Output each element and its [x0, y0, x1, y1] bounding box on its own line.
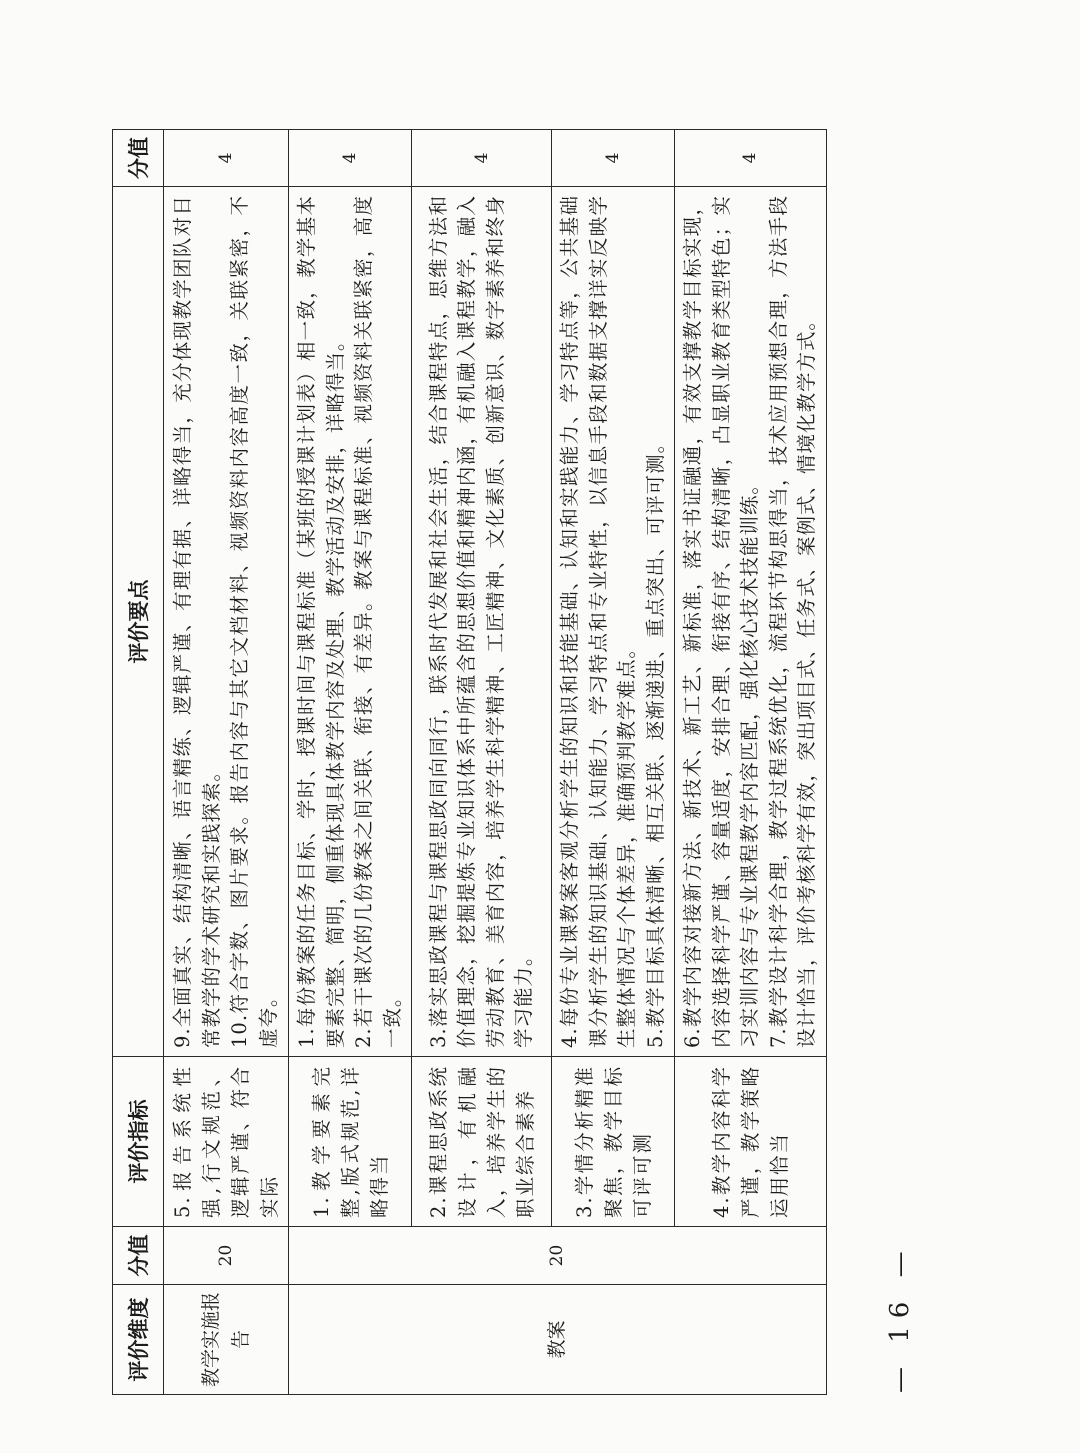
point-item: 10.符合字数、图片要求。报告内容与其它文档材料、视频资料内容高度一致，关联紧密，不虚夸。: [228, 195, 280, 1048]
point-item: 6.教学内容对接新方法、新技术、新工艺、新标准，落实书证融通，有效支撑教学目标实现，内容选择科学严谨、容量适度，安排合理、衔接有序、结构清晰，凸显职业教育类型特色；实习实训内容与专业课程教学内容匹配，强化核心技术技能训练。: [681, 195, 761, 1048]
point-item: 5.教学目标具体清晰、相互关联、逐渐递进、重点突出、可评可测。: [643, 432, 667, 1048]
dimension-cell: 教案: [289, 1285, 827, 1395]
header-points: 评价要点: [113, 187, 164, 1057]
table-row: [675, 130, 827, 1395]
points-cell: [675, 187, 827, 1057]
value-cell: 4: [412, 130, 552, 187]
value-cell: 4: [164, 130, 289, 187]
header-dimension: 评价维度: [113, 1285, 164, 1395]
indicator-cell: 4.教学内容科学严谨，教学策略运用恰当: [675, 1057, 827, 1227]
dimension-cell: 教学实施报告: [164, 1285, 289, 1395]
point-item: 3.落实思政课程与课程思政同向同行，联系时代发展和社会生活，结合课程特点，思维方法和价值理念，挖掘提炼专业知识体系中所蕴含的思想价值和精神内涵，有机融入课程教学，融入劳动教育、美育内容，培养学生科学精神、工匠精神、文化素质、创新意识、数字素养和终身学习能力。: [426, 195, 535, 1048]
evaluation-table: [112, 129, 827, 1395]
table-row: [164, 130, 289, 1395]
points-cell: [552, 187, 675, 1057]
header-indicator: 评价指标: [113, 1057, 164, 1227]
indicator-cell: 1.教学要素完整,版式规范,详略得当: [289, 1057, 412, 1227]
points-cell: [164, 187, 289, 1057]
point-item: 2.若干课次的几份教案之间关联、衔接、有差异。教案与课程标准、视频资料关联紧密，高度一致。: [352, 195, 404, 1048]
point-item: 4.每份专业课教案客观分析学生的知识和技能基础、认知和实践能力、学习特点等，公共基础课分析学生的知识基础、认知能力、学习特点和专业特性，以信息手段和数据支撑详实反映学生整体情况与个体差异，准确预判教学难点。: [558, 195, 638, 1048]
score-cell: 20: [164, 1227, 289, 1285]
indicator-cell: 3.学情分析精准聚焦，教学目标可评可测: [552, 1057, 675, 1227]
value-cell: 4: [289, 130, 412, 187]
header-value: 分值: [113, 130, 164, 187]
table-row: [289, 130, 412, 1395]
score-cell: 20: [289, 1227, 827, 1285]
table-row: [412, 130, 552, 1395]
point-item: 9.全面真实、结构清晰、语言精练、逻辑严谨、有理有据、详略得当，充分体现教学团队对日常教学的学术研究和实践探索。: [171, 195, 223, 1048]
table-row: [552, 130, 675, 1395]
points-cell: [412, 187, 552, 1057]
point-item: 7.教学设计科学合理，教学过程系统优化，流程环节构思得当，技术应用预想合理，方法手段设计恰当，评价考核科学有效，突出项目式、任务式、案例式、情境化教学方式。: [766, 195, 818, 1048]
indicator-cell: 2.课程思政系统设计，有机融入，培养学生的职业综合素养: [412, 1057, 552, 1227]
table-header-row: [113, 130, 164, 1395]
point-item: 1.每份教案的任务目标、学时、授课时间与课程标准（某班的授课计划表）相一致，教学基本要素完整、简明，侧重体现具体教学内容及处理、教学活动及安排，详略得当。: [295, 195, 347, 1048]
page-number: — 16 —: [885, 1243, 915, 1393]
header-score: 分值: [113, 1227, 164, 1285]
indicator-cell: 5.报告系统性强,行文规范、逻辑严谨、符合实际: [164, 1057, 289, 1227]
value-cell: 4: [675, 130, 827, 187]
value-cell: 4: [552, 130, 675, 187]
points-cell: [289, 187, 412, 1057]
